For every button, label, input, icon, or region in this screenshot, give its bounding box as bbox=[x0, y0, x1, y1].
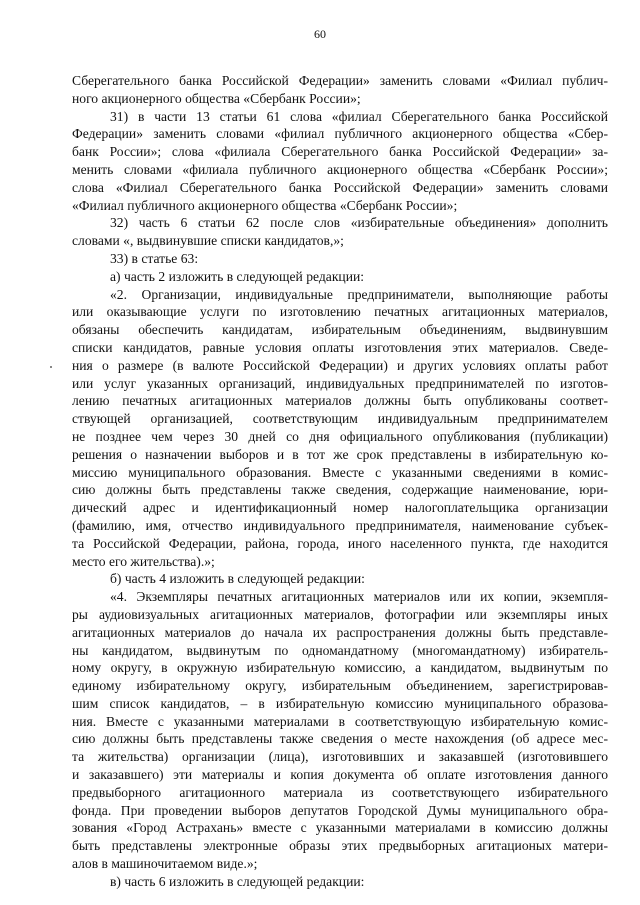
text-line: а) часть 2 изложить в следующей редакции: bbox=[110, 268, 365, 284]
text-line: в) часть 6 изложить в следующей редакции: bbox=[110, 873, 365, 889]
text-line: банк России»; слова «филиала Сберегательного банка Российской Федерации» за- bbox=[72, 144, 608, 160]
text-line: Сберегательного банка Российской Федерации» заменить словами «Филиал публич- bbox=[72, 73, 608, 88]
text-line: ния о размере (в валюте Российской Федерации) и других условиях оплаты работ bbox=[72, 357, 608, 373]
text-line: та жительства) организации (лица), изготовивших и заказавшей (изготовившего bbox=[72, 749, 608, 765]
text-line: ного акционерного общества «Сбербанк России»; bbox=[72, 90, 361, 106]
text-line: б) часть 4 изложить в следующей редакции: bbox=[110, 571, 365, 587]
text-line: «4. Экземпляры печатных агитационных материалов или их копии, экземпля- bbox=[110, 589, 608, 605]
text-line: шим список кандидатов, – в избирательную комиссию муниципального образова- bbox=[72, 695, 608, 711]
text-line: сию должны быть представлены также сведения о месте нахождения (об адресе мес- bbox=[72, 731, 608, 747]
text-line: единому избирательному округу, избирательным объединением, зарегистрировав- bbox=[72, 678, 608, 694]
page-number: 60 bbox=[314, 27, 326, 41]
text-line: дический адрес и идентификационный номер налогоплательщика организации bbox=[72, 500, 608, 516]
text-line: 33) в статье 63: bbox=[110, 250, 199, 266]
text-line: лению печатных агитационных материалов должны быть опубликованы соответ- bbox=[72, 393, 608, 409]
text-line: та Российской Федерации, района, города, иного населенного пункта, где находится bbox=[72, 535, 608, 551]
text-line: Федерации» заменить словами «филиал публичного акционерного общества «Сбер- bbox=[72, 126, 608, 142]
text-line: алов в машиночитаемом виде.»; bbox=[72, 856, 258, 872]
text-line: фонда. При проведении выборов депутатов Городской Думы муниципального обра- bbox=[72, 802, 608, 818]
text-line: ны кандидатом, выдвинутым по одномандатному (многомандатному) избиратель- bbox=[72, 642, 608, 658]
text-line: обязаны обеспечить кандидатам, избирательным объединениям, выдвинувшим bbox=[72, 322, 608, 338]
text-line: «2. Организации, индивидуальные предприниматели, выполняющие работы bbox=[110, 286, 608, 302]
text-line: не позднее чем через 30 дней со дня официального опубликования (публикации) bbox=[72, 428, 608, 444]
text-line: списки кандидатов, равные условия оплаты изготовления этих материалов. Сведе- bbox=[72, 339, 608, 355]
text-line: (фамилию, имя, отчество индивидуального предпринимателя, наименование субъек- bbox=[72, 517, 608, 533]
text-line: быть представлены электронные образы этих предвыборных агитационых матери- bbox=[72, 838, 608, 854]
text-line: «Филиал публичного акционерного общества «Сбербанк России»; bbox=[72, 197, 458, 213]
document-body bbox=[72, 72, 608, 891]
text-line: место его жительства).»; bbox=[72, 553, 215, 569]
text-line: слова «Филиал Сберегательного банка Российской Федерации» заменить словами bbox=[72, 179, 608, 195]
text-line: миссию муниципального образования. Вместе с указанными сведениями в комис- bbox=[72, 464, 608, 480]
text-line: или оказывающие услуги по изготовлению печатных агитационных материалов, bbox=[72, 304, 608, 320]
text-line: решения о назначении выборов и в тот же срок представлены в избирательную ко- bbox=[72, 446, 608, 462]
text-line: зования «Город Астрахань» вместе с указанными материалами в комиссию должны bbox=[72, 820, 608, 836]
text-line: 32) часть 6 статьи 62 после слов «избирательные объединения» дополнить bbox=[110, 215, 608, 231]
text-line: сию должны быть представлены также сведения, содержащие наименование, юри- bbox=[72, 482, 608, 498]
text-line: ному округу, в окружную избирательную комиссию, а кандидатом, выдвинутым по bbox=[72, 660, 608, 676]
text-line: и заказавшего) эти материалы и копия документа об оплате изготовления данного bbox=[72, 767, 608, 783]
text-line: 31) в части 13 статьи 61 слова «филиал Сберегательного банка Российской bbox=[110, 108, 608, 124]
text-line: ния. Вместе с указанными материалами в соответствующую избирательную комис- bbox=[72, 713, 608, 729]
text-line: менить словами «филиала публичного акционерного общества «Сбербанк России»; bbox=[72, 161, 608, 177]
text-line: словами «, выдвинувшие списки кандидатов,»; bbox=[72, 233, 344, 249]
text-line: ры аудиовизуальных агитационных материалов, фотографии или экземпляры иных bbox=[72, 606, 608, 622]
text-line: агитационных материалов до начала их распространения должны быть представле- bbox=[72, 624, 608, 640]
text-line: ствующей организацией, соответствующим индивидуальным предпринимателем bbox=[72, 411, 608, 427]
text-line: предвыборного агитационного материала из соответствующего избирательного bbox=[72, 784, 608, 800]
margin-mark bbox=[50, 366, 52, 368]
text-line: или услуг указанных организаций, индивидуальных предпринимателей по изготов- bbox=[72, 375, 608, 391]
